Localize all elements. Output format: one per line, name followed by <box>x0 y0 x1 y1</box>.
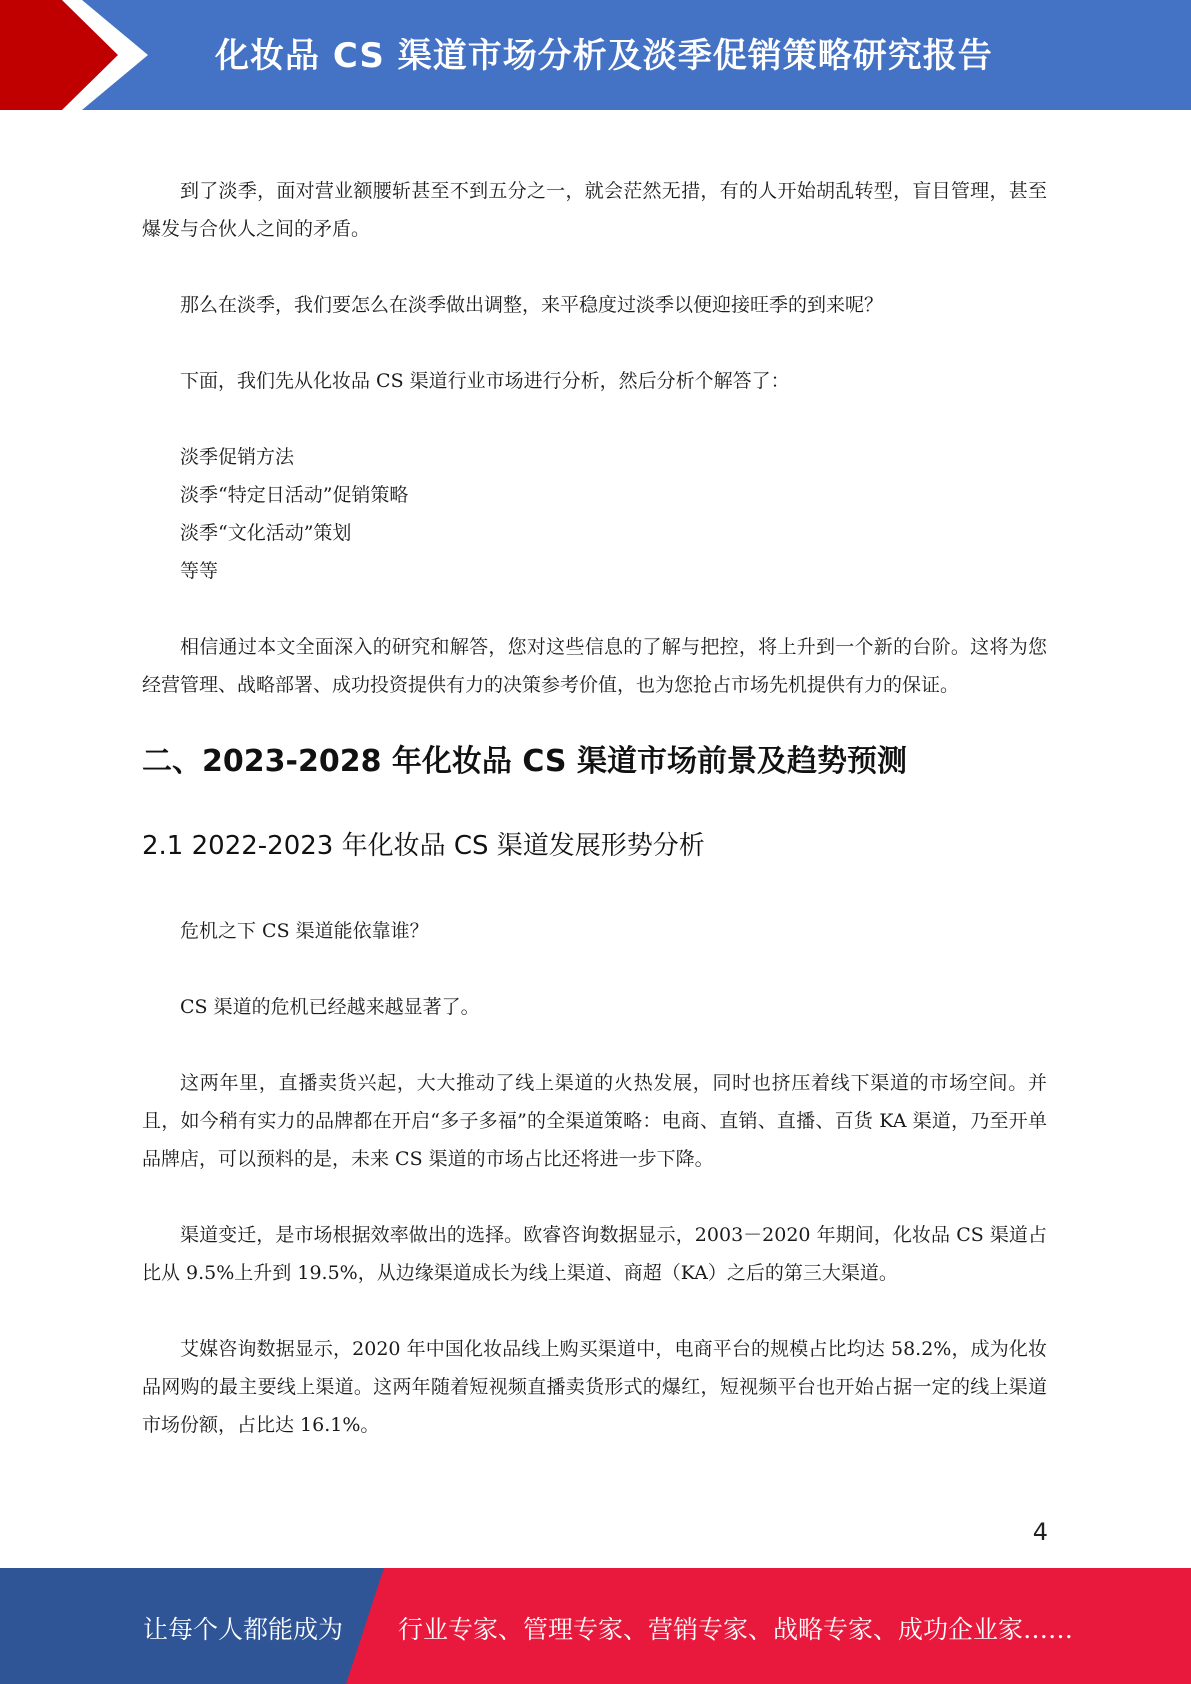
body-paragraph: 艾媒咨询数据显示，2020 年中国化妆品线上购买渠道中，电商平台的规模占比均达 58.2%，成为化妆品网购的最主要线上渠道。这两年随着短视频直播卖货形式的爆红，短视频平台也开始占据一定的线上渠道市场份额，占比达 16.1%。 <box>142 1338 1047 1436</box>
topic-list <box>142 438 1047 590</box>
intro-paragraph: 那么在淡季，我们要怎么在淡季做出调整，来平稳度过淡季以便迎接旺季的到来呢？ <box>180 294 884 316</box>
section-heading: 二、2023-2028 年化妆品 CS 渠道市场前景及趋势预测 <box>142 744 907 779</box>
body-paragraph: 危机之下 CS 渠道能依靠谁？ <box>180 920 429 942</box>
page-number: 4 <box>1032 1518 1048 1546</box>
conclusion-paragraph: 相信通过本文全面深入的研究和解答，您对这些信息的了解与把控，将上升到一个新的台阶。这将为您经营管理、战略部署、成功投资提供有力的决策参考价值，也为您抢占市场先机提供有力的保证。 <box>142 636 1047 696</box>
list-item: 等等 <box>180 560 219 582</box>
page-content <box>142 172 1047 1482</box>
report-title: 化妆品 CS 渠道市场分析及淡季促销策略研究报告 <box>215 36 993 76</box>
body-paragraph: 渠道变迁，是市场根据效率做出的选择。欧睿咨询数据显示，2003－2020 年期间，化妆品 CS 渠道占比从 9.5%上升到 19.5%，从边缘渠道成长为线上渠道、商超（KA）之后的第三大渠道。 <box>142 1224 1047 1284</box>
body-paragraph: CS 渠道的危机已经越来越显著了。 <box>180 996 480 1018</box>
list-item: 淡季“文化活动”策划 <box>180 522 352 544</box>
footer-slogan-left: 让每个人都能成为 <box>143 1615 344 1644</box>
page-footer <box>0 1568 1191 1684</box>
page-header <box>0 0 1191 110</box>
list-item: 淡季促销方法 <box>180 446 295 468</box>
footer-slogan-right: 行业专家、管理专家、营销专家、战略专家、成功企业家…… <box>398 1615 1074 1644</box>
intro-paragraph: 下面，我们先从化妆品 CS 渠道行业市场进行分析，然后分析个解答了： <box>180 370 790 392</box>
subsection-heading: 2.1 2022-2023 年化妆品 CS 渠道发展形势分析 <box>142 831 705 861</box>
body-paragraph: 这两年里，直播卖货兴起，大大推动了线上渠道的火热发展，同时也挤压着线下渠道的市场空间。并且，如今稍有实力的品牌都在开启“多子多福”的全渠道策略：电商、直销、直播、百货 KA 渠道，乃至开单品牌店，可以预料的是，未来 CS 渠道的市场占比还将进一步下降。 <box>142 1072 1047 1170</box>
intro-paragraph: 到了淡季，面对营业额腰斩甚至不到五分之一，就会茫然无措，有的人开始胡乱转型，盲目管理，甚至爆发与合伙人之间的矛盾。 <box>142 180 1047 240</box>
list-item: 淡季“特定日活动”促销策略 <box>180 484 409 506</box>
